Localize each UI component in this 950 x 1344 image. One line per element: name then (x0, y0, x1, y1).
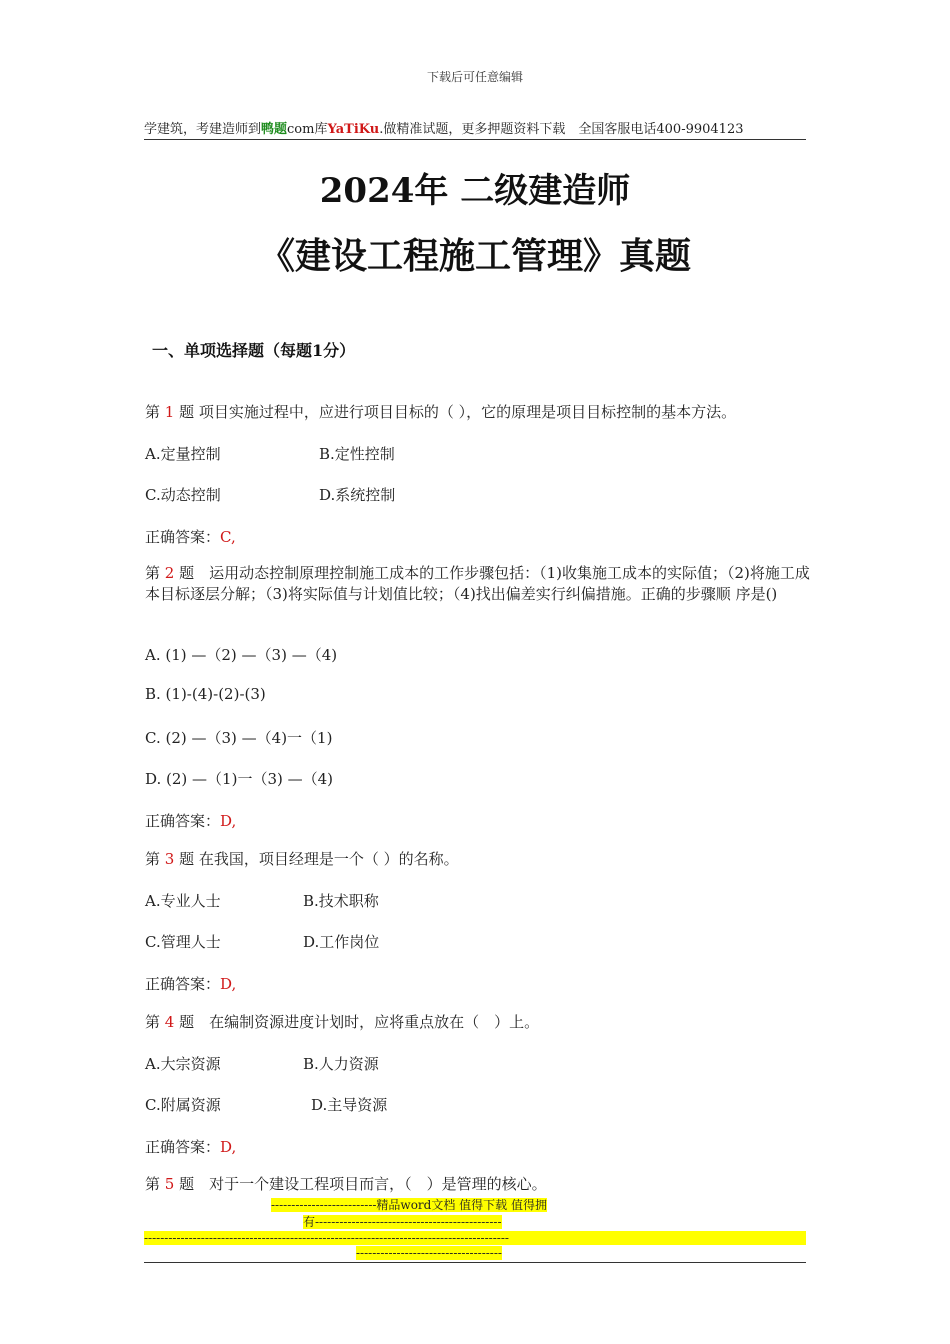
question-number: 1 (164, 403, 175, 421)
option-d: D.主导资源 (311, 1096, 388, 1114)
answer-value: C, (220, 528, 236, 546)
answer-line: 正确答案：D, (145, 975, 237, 993)
option-a: A.专业人士 (145, 892, 221, 910)
header-suffix: .做精准试题，更多押题资料下载 全国客服电话400-9904123 (379, 122, 744, 137)
footer-divider (144, 1262, 806, 1263)
answer-line: 正确答案：C, (145, 528, 236, 546)
footer-banner-line4: ------------------------------------ (356, 1246, 502, 1260)
question-3-stem: 第 3 题 在我国，项目经理是一个（ ）的名称。 (145, 850, 459, 868)
header-prefix: 学建筑，考建造师到 (144, 122, 262, 137)
header-banner (144, 118, 806, 140)
answer-value: D, (220, 812, 237, 830)
option-c: C.附属资源 (145, 1096, 221, 1114)
option-b: B. (1)-(4)-(2)-(3) (145, 685, 266, 703)
option-b: B.技术职称 (303, 892, 379, 910)
answer-line: 正确答案：D, (145, 1138, 237, 1156)
option-c: C.管理人士 (145, 933, 221, 951)
section-title: 一、单项选择题（每题1分） (152, 341, 356, 360)
header-brand-yatiku[interactable]: YaTiKu (327, 122, 380, 137)
footer-banner-line2: 有---------------------------------------------- (303, 1215, 502, 1229)
option-d: D. (2) —（1)一（3) —（4) (145, 770, 333, 788)
footer-banner-line1: --------------------------精品word文档 值得下载 值得拥 (271, 1198, 547, 1212)
footer-banner-line3: ------------------------------------------------------------------------------------------ (144, 1231, 806, 1245)
page-title-line2: 《建设工程施工管理》真题 (258, 235, 691, 277)
question-number: 2 (164, 564, 175, 582)
top-note: 下载后可任意编辑 (426, 70, 523, 84)
option-d: D.工作岗位 (303, 933, 380, 951)
option-b: B.人力资源 (303, 1055, 379, 1073)
option-a: A.定量控制 (145, 445, 221, 463)
question-number: 5 (164, 1175, 175, 1193)
header-mid: com库 (287, 122, 328, 137)
answer-value: D, (220, 975, 237, 993)
answer-value: D, (220, 1138, 237, 1156)
page-title-line1: 2024年 二级建造师 (319, 171, 631, 211)
option-a: A.大宗资源 (145, 1055, 221, 1073)
question-1-stem: 第 1 题 项目实施过程中，应进行项目目标的（ ），它的原理是项目目标控制的基本方法。 (145, 403, 737, 421)
question-2-stem: 第 2 题 运用动态控制原理控制施工成本的工作步骤包括：（1)收集施工成本的实际值；（2)将施工成 本目标逐层分解；（3)将实际值与计划值比较；（4)找出偏差实行纠偏措施。正确的步骤顺 序是() (145, 564, 810, 603)
option-c: C. (2) —（3) —（4)一（1) (145, 729, 333, 747)
answer-line: 正确答案：D, (145, 812, 237, 830)
option-a: A. (1) —（2) —（3) —（4) (145, 646, 338, 664)
option-c: C.动态控制 (145, 486, 221, 504)
question-4-stem: 第 4 题 在编制资源进度计划时，应将重点放在（ ）上。 (145, 1013, 540, 1031)
header-brand-yati[interactable]: 鸭题 (261, 122, 288, 137)
question-number: 4 (164, 1013, 175, 1031)
option-d: D.系统控制 (319, 486, 396, 504)
question-number: 3 (164, 850, 175, 868)
option-b: B.定性控制 (319, 445, 395, 463)
question-5-stem: 第 5 题 对于一个建设工程项目而言，（ ）是管理的核心。 (145, 1175, 547, 1193)
